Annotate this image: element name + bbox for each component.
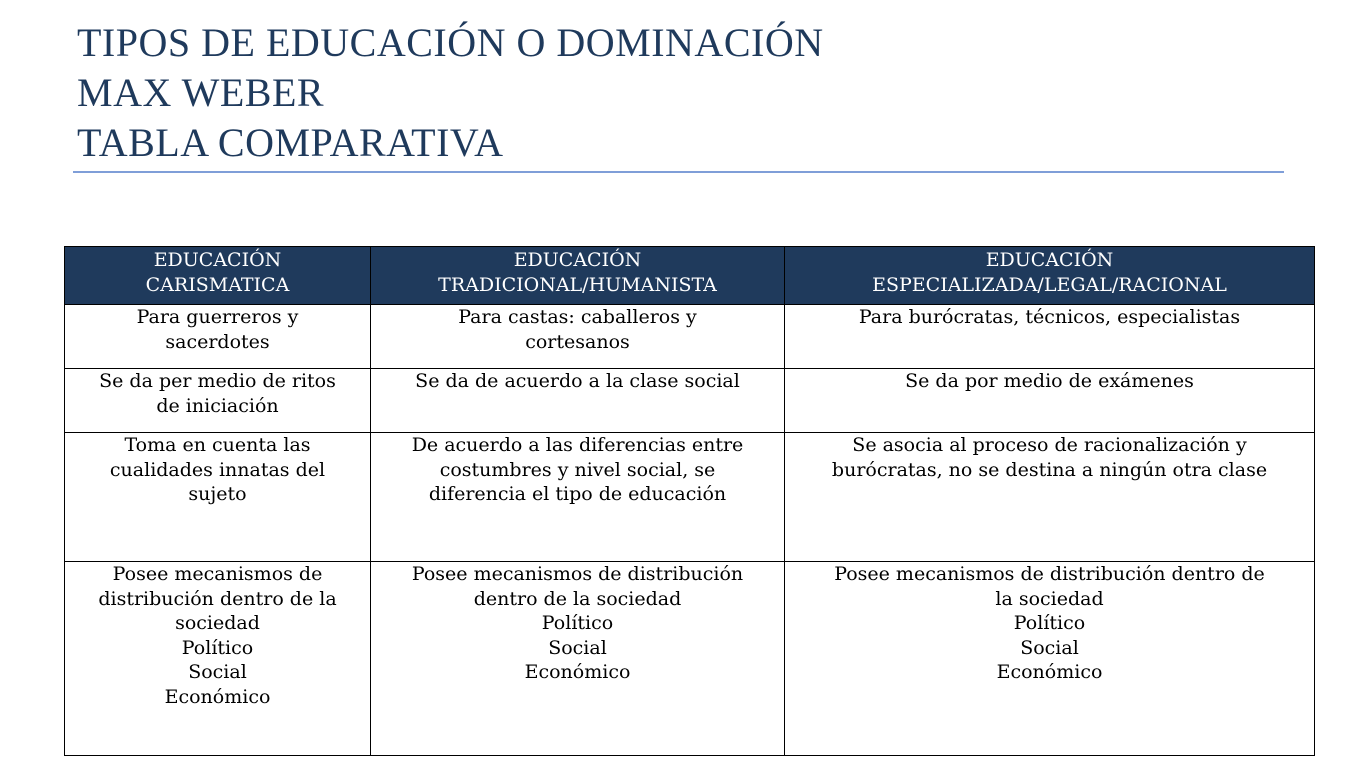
table-cell <box>371 562 785 756</box>
cell-line: sacerdotes <box>165 330 270 353</box>
cell-line: burócratas, no se destina a ningún otra clase <box>831 458 1268 481</box>
header-row <box>65 247 1315 305</box>
cell-line: Se da per medio de ritos <box>99 370 336 392</box>
cell-line: cualidades innatas del <box>109 458 326 481</box>
header-line: ESPECIALIZADA/LEGAL/RACIONAL <box>872 273 1227 296</box>
cell-line: distribución dentro de la <box>98 587 337 610</box>
table-cell <box>785 562 1315 756</box>
cell-line: Toma en cuenta las <box>124 434 311 456</box>
header-line: CARISMATICA <box>145 273 290 296</box>
table-row <box>65 305 1315 369</box>
cell-line: dentro de la sociedad <box>473 587 682 610</box>
cell-line: diferencia el tipo de educación <box>428 483 727 505</box>
cell-line: Se da de acuerdo a la clase social <box>415 370 740 392</box>
cell-line: Político <box>1013 612 1086 634</box>
table-row <box>65 433 1315 562</box>
cell-line: Económico <box>164 685 271 708</box>
table-cell <box>65 562 371 756</box>
table-cell <box>65 369 371 433</box>
cell-line: Económico <box>996 661 1103 683</box>
header-line: EDUCACIÓN <box>985 249 1114 271</box>
comparison-table <box>64 246 1315 756</box>
cell-line: Económico <box>524 661 631 683</box>
cell-line: Posee mecanismos de <box>112 563 323 585</box>
cell-line: Social <box>1020 636 1079 659</box>
header-line: EDUCACIÓN <box>153 249 282 271</box>
table-cell <box>785 433 1315 562</box>
cell-line: Para guerreros y <box>136 306 299 328</box>
title-line-1: TIPOS DE EDUCACIÓN O DOMINACIÓN <box>77 20 824 65</box>
title-divider <box>73 171 1284 173</box>
header-line: EDUCACIÓN <box>513 249 642 271</box>
cell-line: Se asocia al proceso de racionalización y <box>852 434 1247 456</box>
title-line-2: MAX WEBER <box>77 70 325 115</box>
cell-line: Posee mecanismos de distribución <box>411 563 744 585</box>
title-line-3: TABLA COMPARATIVA <box>77 120 504 165</box>
table-cell <box>371 369 785 433</box>
table-cell <box>785 369 1315 433</box>
cell-line: costumbres y nivel social, se <box>439 458 716 481</box>
cell-line: Social <box>188 661 247 683</box>
cell-line: sociedad <box>175 612 260 634</box>
cell-line: Posee mecanismos de distribución dentro de <box>834 563 1265 585</box>
cell-line: Para burócratas, técnicos, especialistas <box>858 306 1241 328</box>
table-row <box>65 562 1315 756</box>
header-line: TRADICIONAL/HUMANISTA <box>438 273 717 296</box>
cell-line: Se da por medio de exámenes <box>905 370 1194 392</box>
cell-line: Social <box>548 636 607 659</box>
table-cell <box>371 433 785 562</box>
header-carismatica <box>65 247 371 305</box>
table-cell <box>65 433 371 562</box>
slide-title <box>77 18 1277 168</box>
header-tradicional <box>371 247 785 305</box>
table-cell <box>371 305 785 369</box>
table-cell <box>785 305 1315 369</box>
cell-line: Político <box>181 636 254 659</box>
cell-line: sujeto <box>188 483 247 505</box>
cell-line: la sociedad <box>995 587 1104 610</box>
cell-line: De acuerdo a las diferencias entre <box>411 434 744 456</box>
header-especializada <box>785 247 1315 305</box>
table-cell <box>65 305 371 369</box>
cell-line: cortesanos <box>525 330 630 353</box>
table-row <box>65 369 1315 433</box>
cell-line: Para castas: caballeros y <box>458 306 697 328</box>
cell-line: Político <box>541 612 614 634</box>
cell-line: de iniciación <box>156 394 279 417</box>
